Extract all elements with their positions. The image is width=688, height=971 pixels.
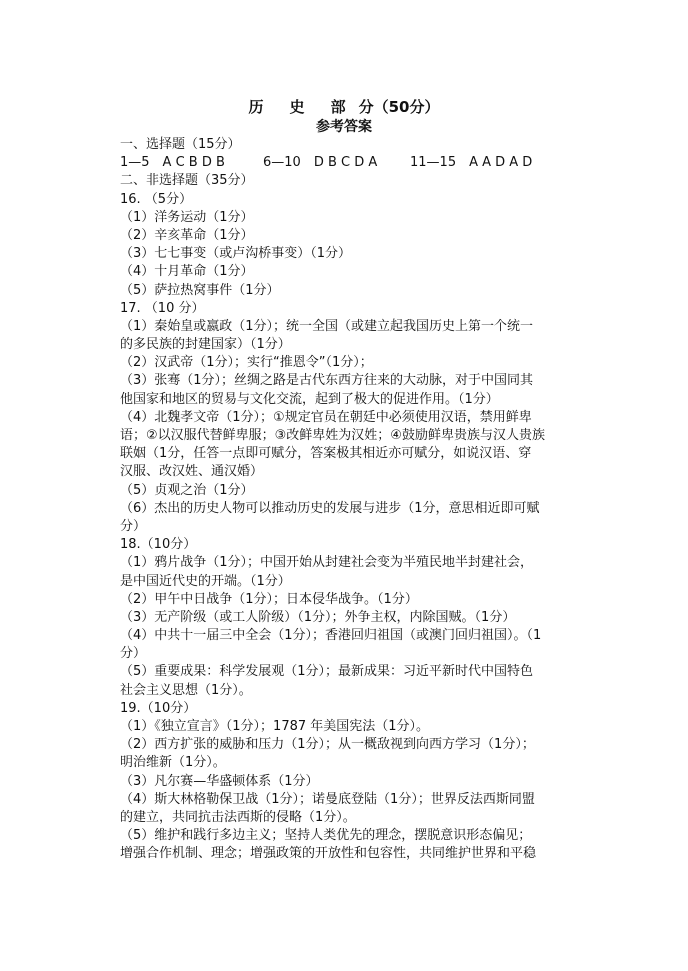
answer-line: （5）贞观之治（1分） bbox=[120, 482, 254, 498]
mc-answer-group: 11—15 A A D A D bbox=[410, 155, 533, 171]
answer-line: （3）七七事变（或卢沟桥事变）（1分） bbox=[120, 246, 352, 262]
answer-line: （3）无产阶级（或工人阶级）（1分）；外争主权，内除国贼。（1分） bbox=[120, 609, 516, 625]
title-char: 历 bbox=[248, 98, 264, 116]
answer-line: （1）秦始皇或嬴政（1分）；统一全国（或建立起我国历史上第一个统一 bbox=[120, 318, 534, 334]
answer-line: 他国家和地区的贸易与文化交流，起到了极大的促进作用。（1分） bbox=[120, 391, 499, 407]
answer-line: 联姻（1分，任答一点即可赋分，答案极其相近亦可赋分，如说汉语、穿 bbox=[120, 446, 532, 462]
answer-line: 明治维新（1分）。 bbox=[120, 755, 226, 771]
answer-line: 汉服、改汉姓、通汉婚） bbox=[120, 464, 264, 480]
question-heading: 17. （10 分） bbox=[120, 300, 205, 316]
answer-line: 的多民族的封建国家）（1分） bbox=[120, 337, 291, 353]
answer-line: （4）中共十一届三中全会（1分）；香港回归祖国（或澳门回归祖国）。（1 bbox=[120, 628, 542, 644]
answer-line: 社会主义思想（1分）。 bbox=[120, 682, 252, 698]
answer-line: （3）凡尔赛—华盛顿体系（1分） bbox=[120, 773, 319, 789]
section-heading: 一、选择题（15分） bbox=[120, 137, 241, 152]
page-subtitle: 参考答案 bbox=[316, 119, 372, 135]
answer-line: （1）《独立宣言》（1分）；1787 年美国宪法（1分）。 bbox=[120, 719, 430, 734]
answer-line: 是中国近代史的开端。（1分） bbox=[120, 573, 291, 589]
title-char: 部 bbox=[330, 98, 346, 116]
answer-line: （2）汉武帝（1分）；实行“推恩令”（1分）； bbox=[120, 355, 373, 371]
answer-line: （5）重要成果：科学发展观（1分）；最新成果：习近平新时代中国特色 bbox=[120, 664, 534, 680]
question-heading: 19.（10分） bbox=[120, 700, 197, 716]
answer-line: （2）辛亥革命（1分） bbox=[120, 227, 254, 243]
answer-line: （1）洋务运动（1分） bbox=[120, 209, 254, 225]
mc-answer-row bbox=[120, 154, 570, 172]
answer-line: （1）鸦片战争（1分）；中国开始从封建社会变为半殖民地半封建社会， bbox=[120, 555, 534, 571]
answer-line: 增强合作机制、理念；增强政策的开放性和包容性，共同维护世界和平稳 bbox=[120, 846, 537, 862]
answer-line: （6）杰出的历史人物可以推动历史的发展与进步（1分，意思相近即可赋 bbox=[120, 500, 540, 516]
answer-body bbox=[120, 136, 570, 864]
title-char: 分（50分） bbox=[358, 98, 440, 116]
title-char: 史 bbox=[289, 98, 305, 116]
answer-line: （5）萨拉热窝事件（1分） bbox=[120, 282, 280, 298]
section-heading: 二、非选择题（35分） bbox=[120, 173, 254, 189]
answer-line: （5）维护和践行多边主义；坚持人类优先的理念，摆脱意识形态偏见； bbox=[120, 828, 532, 844]
mc-answer-group: 1—5 A C B D B bbox=[120, 155, 225, 171]
answer-line: （2）甲午中日战争（1分）；日本侵华战争。（1分） bbox=[120, 591, 418, 607]
question-heading: 18.（10分） bbox=[120, 537, 197, 553]
answer-line: 分） bbox=[120, 646, 147, 662]
answer-line: （2）西方扩张的威胁和压力（1分）；从一概敌视到向西方学习（1分）； bbox=[120, 737, 535, 753]
answer-line: （3）张骞（1分）；丝绸之路是古代东西方往来的大动脉，对于中国同其 bbox=[120, 373, 534, 389]
page-title bbox=[0, 96, 688, 117]
question-heading: 16. （5分） bbox=[120, 191, 193, 207]
answer-line: 的建立，共同抗击法西斯的侵略（1分）。 bbox=[120, 809, 356, 825]
answer-line: 语；②以汉服代替鲜卑服；③改鲜卑姓为汉姓；④鼓励鲜卑贵族与汉人贵族 bbox=[120, 428, 545, 443]
answer-line: （4）十月革命（1分） bbox=[120, 264, 254, 280]
answer-line: （4）斯大林格勒保卫战（1分）；诺曼底登陆（1分）；世界反法西斯同盟 bbox=[120, 791, 535, 807]
answer-line: （4）北魏孝文帝（1分）；①规定官员在朝廷中必须使用汉语，禁用鲜卑 bbox=[120, 409, 532, 425]
answer-line: 分） bbox=[120, 518, 147, 534]
mc-answer-group: 6—10 D B C D A bbox=[263, 155, 378, 171]
